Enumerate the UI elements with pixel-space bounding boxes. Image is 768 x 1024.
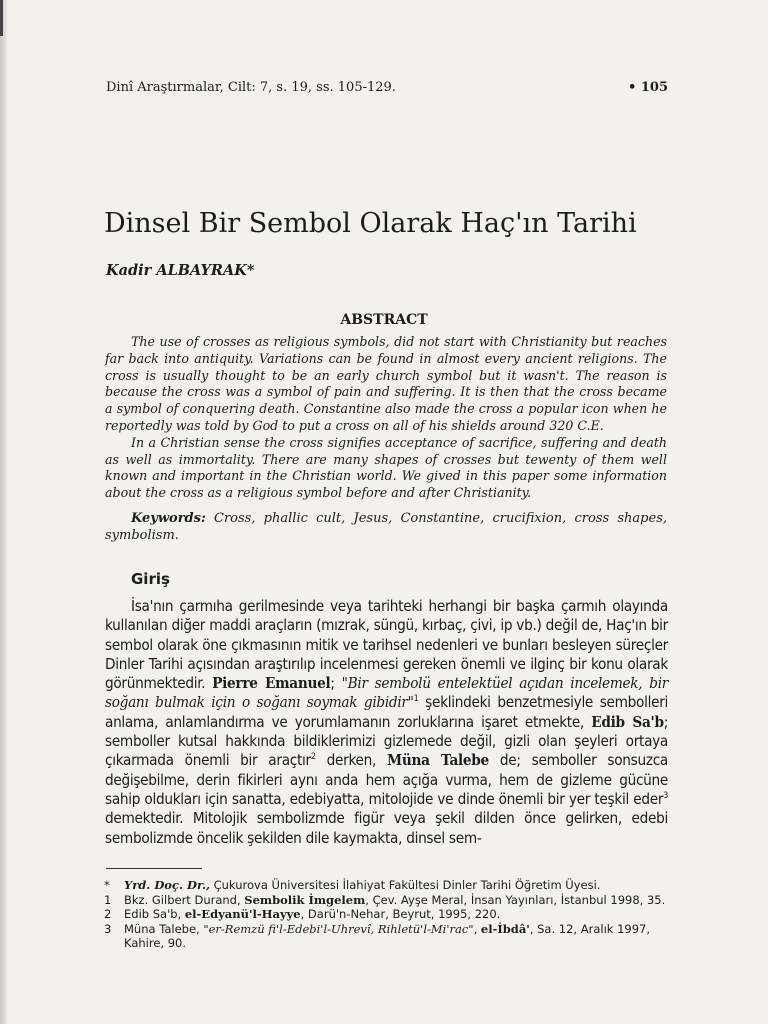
scan-edge-mark: [0, 0, 3, 36]
footnote-marker: *: [104, 878, 110, 892]
footnote-ref[interactable]: 3: [663, 790, 668, 801]
footnote-span: el-Edyanü'l-Hayye: [184, 907, 301, 922]
section-heading: Giriş: [131, 570, 170, 588]
body-span: ; semboller kutsal hakkında bildiklerimizi gizlemede değil, gizli olan şeyleri ortaya çıkarmada önemli bir araçtır: [105, 712, 669, 770]
footnote-ref[interactable]: 2: [310, 752, 316, 763]
body-paragraph: [105, 597, 668, 848]
footnote-marker: 2: [104, 907, 112, 922]
cited-name: Pierre Emanuel: [212, 674, 331, 693]
body-span: de; semboller sonsuzca değişebilme, derin fikirleri aynı anda hem açığa vurma, hem de gizleme gücüne sahip oldukları için sanatta, edebiyatta, mitolojide ve dinde önemli bir yer teşkil eder: [105, 751, 668, 808]
abstract-paragraph-1: The use of crosses as religious symbols, did not start with Christianity but reaches far back into antiquity. Variations can be found in almost every ancient religions. The cross is usually thought to be an early church symbol but it wasn't. The reason is because the cross was a symbol of pain and suffering. It is then that the cross became a symbol of conquering death. Constantine also made the cross a popular icon when he reportedly was told by God to put a cross on all of his shields around 320 C.E.: [105, 334, 667, 433]
body-span: İsa'nın çarmıha gerilmesinde veya tarihteki herhangi bir başka çarmıh olayında kullanılan diğer maddi araçların (mızrak, süngü, kırbaç, çivi, ip vb.) değil de, Haç'ın bir sembol olarak öne çıkmasının mitik ve tarihsel nedenleri ve bunları besleyen süreçler Dinler Tarihi açısından araştırılıp incelenmesi gereken önemli ve ilginç bir konu olarak görünmektedir.: [105, 597, 668, 693]
scan-edge-shadow: [0, 0, 7, 1024]
footnote-marker: 3: [104, 921, 112, 936]
footnote-span: "er-Remzü fi'l-Edebi'l-Uhrevî, Rihletü'l-Mi'rac": [203, 921, 474, 936]
footnote-span: Edib Sa'b,: [124, 907, 185, 922]
footnote-span: , Çev. Ayşe Meral, İnsan Yayınları, İstanbul 1998, 35.: [365, 892, 666, 907]
footnote-1: [104, 893, 670, 908]
keywords: [105, 510, 667, 544]
footnote-span: Bkz. Gilbert Durand,: [124, 892, 245, 907]
author-name: Kadir ALBAYRAK*: [106, 262, 255, 279]
article-title: Dinsel Bir Sembol Olarak Haç'ın Tarihi: [104, 208, 637, 239]
footnote-3: [104, 922, 670, 951]
footnote-text: [124, 878, 670, 893]
journal-citation: Dinî Araştırmalar, Cilt: 7, s. 19, ss. 105-129.: [106, 80, 396, 95]
footnote-ref[interactable]: 1: [413, 694, 419, 705]
footnote-span: , Darü'n-Nehar, Beyrut, 1995, 220.: [300, 907, 501, 922]
footnote-span: Yrd. Doç. Dr.,: [124, 878, 210, 892]
body-span: derken,: [315, 751, 388, 770]
footnotes: [104, 878, 670, 951]
abstract-paragraph-2: In a Christian sense the cross signifies acceptance of sacrifice, suffering and death as well as immortality. There are many shapes of crosses but tewenty of them well known and important in the Christian world. We gived in this paper some information about the cross as a religious symbol before and after Christianity.: [105, 434, 667, 501]
cited-name: Edib Sa'b: [591, 712, 664, 731]
footnote-span: Sembolik İmgelem: [244, 892, 366, 907]
footnote-author: [104, 878, 670, 893]
footnote-span: el-İbdâ': [480, 921, 530, 936]
abstract-body: [105, 334, 667, 502]
footnote-2: [104, 907, 670, 922]
abstract-heading: ABSTRACT: [340, 312, 428, 328]
body-span: şeklindeki benzetmesiyle sembolleri anlama, anlamlandırma ve yorumlamanın zorluklarına işaret etmekte,: [105, 693, 668, 731]
body-span: ;: [330, 674, 342, 693]
keywords-list: Cross, phallic cult, Jesus, Constantine, crucifixion, cross shapes, symbolism.: [105, 511, 667, 543]
footnote-text: [124, 922, 670, 951]
footnote-span: , Sa. 12, Aralık 1997, Kahire, 90.: [124, 921, 650, 951]
footnote-span: Müna Talebe,: [124, 921, 204, 936]
footnote-divider: [106, 868, 202, 869]
footnote-text: [124, 893, 670, 908]
body-span: demektedir. Mitolojik sembolizmde figür veya şekil dilden önce gelirken, edebi sembolizmde öncelik şekilden dile kaymakta, dinsel sem-: [105, 809, 668, 847]
keywords-label: Keywords:: [131, 511, 206, 526]
footnote-marker: 1: [104, 892, 112, 907]
quotation: "Bir sembolü entelektüel açıdan incelemek, bir soğanı bulmak için o soğanı soymak gibidir": [105, 674, 668, 712]
cited-name: Müna Talebe: [387, 751, 489, 770]
body-text: [105, 597, 668, 848]
footnote-span: ,: [473, 921, 481, 936]
footnote-text: [124, 907, 670, 922]
page-number: • 105: [628, 80, 668, 95]
footnote-span: Çukurova Üniversitesi İlahiyat Fakültesi Dinler Tarihi Öğretim Üyesi.: [209, 878, 601, 892]
